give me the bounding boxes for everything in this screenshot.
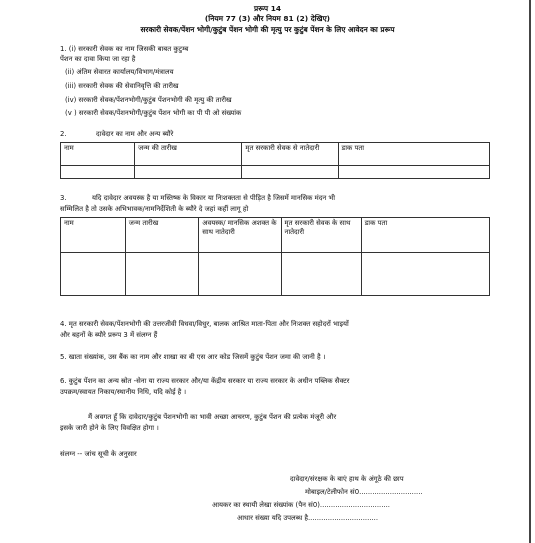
form-title: सरकारी सेवक/पेंशन भोगी/कुटुंब पेंशन भोगी की मृत्यु पर कुटुंब पेंशन के लिए आवेदन का प्ररूप <box>140 25 395 34</box>
item-6-line2: उपक्रम/स्वायत निकाय/स्थानीय निधि, यदि कोई है । <box>60 388 187 396</box>
column-header: मृत सरकारी सेवक से नातेदारी <box>242 143 338 166</box>
table-cell[interactable] <box>135 166 242 179</box>
declaration-line1: मैं अवगत हूँ कि दावेदार/कुटुंब पेंशनभोगी का भावी अच्छा आचरण, कुटुंब पेंशन की प्रत्येक मंजूरी और <box>88 413 337 421</box>
item-3-text-line2: सम्मिलित है तो उसके अभिभावक/नामनिर्देशिती के ब्यौरे दे जहां कहीं लागू हो <box>60 205 249 213</box>
table-header-row <box>61 143 490 166</box>
item-4-line2: और बहनों के ब्यौरे प्ररूप 3 में संलग्न हैं <box>60 331 158 339</box>
column-header: डाक पता <box>361 218 489 253</box>
item-6-line1: 6. कुटुंब पेंशन का अन्य स्रोत -सेना या राज्य सरकार और/या केंद्रीय सरकार या राज्य सरकार के अधीन पब्लिक सैक्टर <box>60 377 350 385</box>
mobile-field[interactable]: मोबाइल/टेलीफोन सं0............................. <box>305 488 423 496</box>
declaration-line2: इसके जारी होने के लिए विवक्षित होगा । <box>60 424 159 432</box>
rule-reference: (नियम 77 (3) और नियम 81 (2) देखिए) <box>204 14 331 23</box>
form-number: प्ररूप 14 <box>253 4 281 13</box>
table-cell[interactable] <box>199 253 281 296</box>
column-header: अवयस्क/ मानसिक अशक्त के साथ नातेदारी <box>199 218 281 253</box>
column-header: मृत सरकारी सेवक के साथ नातेदारी <box>281 218 361 253</box>
table-cell[interactable] <box>61 166 135 179</box>
table-cell[interactable] <box>281 253 361 296</box>
page-edge-divider <box>529 0 531 543</box>
table-cell[interactable] <box>242 166 338 179</box>
item-1-iv: (iv) सरकारी सेवक/पेंशनभोगी/कुटुंब पेंशनभोगी की मृत्यु की तारीख <box>65 96 232 104</box>
column-header: डाक पता <box>338 143 489 166</box>
item-3-text-line1: यदि दावेदार अवयस्क है या मस्तिष्क के विकार या निःशक्तता से पीड़ित है जिसमें मानसिक मंदन भी <box>92 194 336 202</box>
aadhaar-field[interactable]: आधार संख्या यदि उपलब्ध है................................ <box>237 514 379 522</box>
column-header: नाम <box>61 143 135 166</box>
item-2-number: 2. <box>60 130 67 138</box>
item-1-i-line1: 1. (i) सरकारी सेवक का नाम जिसकी बाबत कुटुम्ब <box>60 45 189 53</box>
table-cell[interactable] <box>61 253 126 296</box>
claimant-table <box>60 142 490 179</box>
item-1-i-line2: पेंशन का दावा किया जा रहा है <box>60 55 136 63</box>
thumb-impression-label: दावेदार/संरक्षक के बाएं हाथ के अंगूठे की छाप <box>290 475 404 483</box>
item-5: 5. खाता संख्यांक, उस बैंक का नाम और शाखा का बी एस आर कोड जिसमें कुटुंब पेंशन जमा की जानी है । <box>60 353 326 361</box>
enclosure-note: संलग्न -- जांच सूची के अनुसार <box>60 450 137 458</box>
item-1-ii: (ii) अंतिम सेवारत कार्यालय/विभाग/मंत्रालय <box>65 68 174 76</box>
table-row <box>61 166 490 179</box>
column-header: जन्म की तारीख <box>135 143 242 166</box>
table-cell[interactable] <box>338 166 489 179</box>
table-cell[interactable] <box>125 253 199 296</box>
item-1-v: (v ) सरकारी सेवक/पेंशनभोगी/कुटुंब पेंशन भोगी का पी पी ओ संख्यांक <box>65 109 242 117</box>
table-header-row <box>61 218 490 253</box>
item-2-heading: दावेदार का नाम और अन्य ब्यौरे <box>96 130 174 138</box>
item-4-line1: 4. मृत सरकारी सेवक/पेंशनभोगी की उत्तरजीवी विधवा/विधुर, बालक आश्रित माता-पिता और निःशक्त सहोदरों भाइयों <box>60 320 349 328</box>
column-header: जन्म तारीख <box>125 218 199 253</box>
column-header: नाम <box>61 218 126 253</box>
item-1-iii: (iii) सरकारी सेवक की सेवानिवृत्ति की तारीख <box>65 82 179 90</box>
pan-field[interactable]: आयकर का स्थायी लेखा संख्यांक (पैन सं0)................................ <box>212 501 390 509</box>
table-row <box>61 253 490 296</box>
item-3-number: 3. <box>60 194 67 202</box>
table-cell[interactable] <box>361 253 489 296</box>
guardian-table <box>60 217 490 296</box>
